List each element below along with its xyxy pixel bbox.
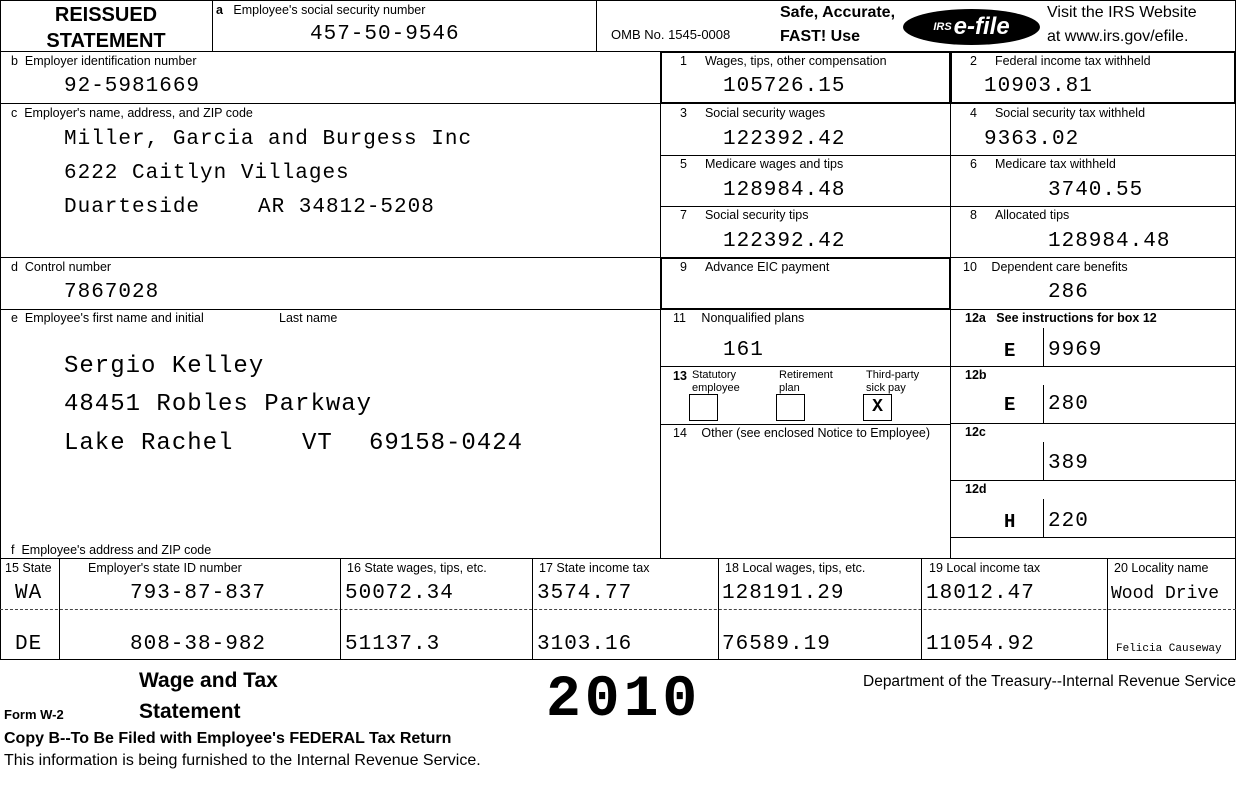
box9-num: 9 bbox=[680, 260, 687, 274]
box4-label bbox=[970, 106, 1145, 120]
thirdparty-label: Third-party sick pay bbox=[866, 369, 920, 394]
title-line1: Wage and Tax bbox=[139, 669, 278, 692]
h17-state-tax: 17 State income tax bbox=[539, 561, 650, 575]
box12b-code: E bbox=[1004, 394, 1017, 416]
employer-name-label-text: Employer's name, address, and ZIP code bbox=[24, 106, 253, 120]
box5-value: 128984.48 bbox=[723, 179, 846, 202]
employee-zip: 69158-0424 bbox=[369, 430, 524, 457]
box14-num: 14 bbox=[673, 426, 687, 440]
box12a-code: E bbox=[1004, 340, 1017, 362]
box12a-num: 12a bbox=[965, 311, 986, 325]
employer-city: Duarteside bbox=[64, 196, 201, 219]
box12b-value: 280 bbox=[1048, 393, 1089, 416]
irs-efile-logo bbox=[903, 9, 1040, 45]
box11-value: 161 bbox=[723, 339, 764, 362]
box1-label bbox=[680, 54, 887, 68]
box12c-value: 389 bbox=[1048, 452, 1089, 475]
visit-irs-website bbox=[1047, 1, 1197, 49]
control-value: 7867028 bbox=[64, 281, 160, 304]
box4-num: 4 bbox=[970, 106, 977, 120]
row2-local-wages: 76589.19 bbox=[722, 633, 831, 656]
box9-label bbox=[680, 260, 829, 274]
employer-street: 6222 Caitlyn Villages bbox=[64, 162, 350, 185]
box13-num: 13 bbox=[673, 369, 687, 383]
efile-text: e-file bbox=[953, 13, 1010, 40]
tax-year: 2010 bbox=[546, 668, 702, 733]
thirdparty-checkbox[interactable]: X bbox=[863, 394, 892, 421]
visit-line1: Visit the IRS Website bbox=[1047, 4, 1197, 21]
box7-value: 122392.42 bbox=[723, 230, 846, 253]
statutory-checkbox[interactable] bbox=[689, 394, 718, 421]
employer-name-letter: c bbox=[11, 106, 18, 120]
box8-label-text: Allocated tips bbox=[994, 208, 1070, 222]
box14-label bbox=[673, 426, 930, 440]
box12b-num: 12b bbox=[965, 368, 987, 382]
box3-label bbox=[680, 106, 825, 120]
employee-state: VT bbox=[302, 430, 333, 457]
row2-locality: Felicia Causeway bbox=[1116, 643, 1222, 655]
retirement-label: Retirement plan bbox=[779, 369, 833, 394]
row1-state-tax: 3574.77 bbox=[537, 582, 633, 605]
reissued-line2: STATEMENT bbox=[46, 30, 166, 52]
employer-name: Miller, Garcia and Burgess Inc bbox=[64, 128, 473, 151]
box8-num: 8 bbox=[970, 208, 977, 222]
h15-employer-state-id: Employer's state ID number bbox=[88, 561, 242, 575]
box9-label-text: Advance EIC payment bbox=[704, 260, 830, 274]
safe-accurate bbox=[780, 1, 895, 49]
box10-label-text: Dependent care benefits bbox=[991, 260, 1128, 274]
box10-label bbox=[963, 260, 1128, 274]
form-name: Form W-2 bbox=[4, 707, 64, 722]
box10-num: 10 bbox=[963, 260, 977, 274]
omb-number: OMB No. 1545-0008 bbox=[611, 27, 731, 42]
box1-num: 1 bbox=[680, 54, 687, 68]
box1-value: 105726.15 bbox=[723, 75, 846, 98]
box11-label bbox=[673, 311, 804, 325]
h20-locality: 20 Locality name bbox=[1114, 561, 1209, 575]
h18-local-wages: 18 Local wages, tips, etc. bbox=[725, 561, 866, 575]
box14-label-text: Other (see enclosed Notice to Employee) bbox=[701, 426, 931, 440]
ssn-letter: a bbox=[216, 3, 223, 17]
row2-local-tax: 11054.92 bbox=[926, 633, 1035, 656]
box2-label-text: Federal income tax withheld bbox=[994, 54, 1151, 68]
box3-label-text: Social security wages bbox=[704, 106, 826, 120]
h16-state-wages: 16 State wages, tips, etc. bbox=[347, 561, 487, 575]
box12c-num: 12c bbox=[965, 425, 986, 439]
box7-label-text: Social security tips bbox=[704, 208, 809, 222]
box6-label-text: Medicare tax withheld bbox=[994, 157, 1116, 171]
control-label-text: Control number bbox=[24, 260, 112, 274]
dept-treasury: Department of the Treasury--Internal Revenue Service bbox=[863, 673, 1236, 690]
control-label bbox=[11, 260, 111, 274]
box12d-num: 12d bbox=[965, 482, 987, 496]
row2-state-wages: 51137.3 bbox=[345, 633, 441, 656]
box8-value: 128984.48 bbox=[1048, 230, 1171, 253]
irs-info: This information is being furnished to the Internal Revenue Service. bbox=[4, 752, 481, 769]
box5-label bbox=[680, 157, 843, 171]
safe-line2: FAST! Use bbox=[780, 28, 861, 45]
employee-street: 48451 Robles Parkway bbox=[64, 391, 373, 418]
box4-value: 9363.02 bbox=[984, 128, 1080, 151]
visit-line2: at www.irs.gov/efile. bbox=[1047, 28, 1189, 45]
row1-state: WA bbox=[15, 582, 43, 605]
row1-state-id: 793-87-837 bbox=[130, 582, 267, 605]
safe-line1: Safe, Accurate, bbox=[780, 4, 896, 21]
employee-address-label bbox=[11, 543, 211, 557]
row2-state-tax: 3103.16 bbox=[537, 633, 633, 656]
h15-state: 15 State bbox=[5, 561, 52, 575]
box11-label-text: Nonqualified plans bbox=[701, 311, 805, 325]
box7-label bbox=[680, 208, 808, 222]
row2-state: DE bbox=[15, 633, 43, 656]
reissued-statement bbox=[0, 2, 212, 54]
employee-name-label bbox=[11, 311, 204, 325]
employer-name-label bbox=[11, 106, 253, 120]
box12-instructions: See instructions for box 12 bbox=[996, 311, 1157, 325]
employee-name-label-text: Employee's first name and initial bbox=[24, 311, 204, 325]
statutory-label: Statutory employee bbox=[692, 369, 740, 394]
ssn-value: 457-50-9546 bbox=[310, 23, 460, 46]
employee-last-label: Last name bbox=[279, 311, 338, 325]
ssn-label-text: Employee's social security number bbox=[233, 3, 426, 17]
box7-num: 7 bbox=[680, 208, 687, 222]
efile-irs: IRS bbox=[933, 21, 952, 33]
employer-state-zip: AR 34812-5208 bbox=[258, 196, 435, 219]
form-title bbox=[139, 665, 278, 727]
box12d-value: 220 bbox=[1048, 510, 1089, 533]
box12d-code: H bbox=[1004, 511, 1017, 533]
box6-num: 6 bbox=[970, 157, 977, 171]
ein-letter: b bbox=[11, 54, 18, 68]
box3-num: 3 bbox=[680, 106, 687, 120]
box2-value: 10903.81 bbox=[984, 75, 1093, 98]
employee-name: Sergio Kelley bbox=[64, 353, 265, 380]
retirement-checkbox[interactable] bbox=[776, 394, 805, 421]
box1-label-text: Wages, tips, other compensation bbox=[704, 54, 887, 68]
reissued-line1: REISSUED bbox=[54, 4, 158, 26]
employee-city: Lake Rachel bbox=[64, 430, 234, 457]
box2-label bbox=[970, 54, 1151, 68]
box5-label-text: Medicare wages and tips bbox=[704, 157, 844, 171]
box10-value: 286 bbox=[1048, 281, 1089, 304]
employee-addr-letter: f bbox=[11, 543, 15, 557]
row2-state-id: 808-38-982 bbox=[130, 633, 267, 656]
box4-label-text: Social security tax withheld bbox=[994, 106, 1146, 120]
ein-label-text: Employer identification number bbox=[24, 54, 197, 68]
ein-label bbox=[11, 54, 197, 68]
row1-state-wages: 50072.34 bbox=[345, 582, 454, 605]
h19-local-tax: 19 Local income tax bbox=[929, 561, 1041, 575]
box12a-label bbox=[965, 311, 1157, 325]
row1-locality: Wood Drive bbox=[1111, 584, 1220, 604]
box2-num: 2 bbox=[970, 54, 977, 68]
copy-b-label: Copy B--To Be Filed with Employee's FEDERAL Tax Return bbox=[4, 730, 452, 747]
title-line2: Statement bbox=[139, 700, 241, 723]
employee-addr-label-text: Employee's address and ZIP code bbox=[21, 543, 212, 557]
box6-label bbox=[970, 157, 1116, 171]
box6-value: 3740.55 bbox=[1048, 179, 1144, 202]
box5-num: 5 bbox=[680, 157, 687, 171]
row1-local-tax: 18012.47 bbox=[926, 582, 1035, 605]
ein-value: 92-5981669 bbox=[64, 75, 201, 98]
box11-num: 11 bbox=[673, 311, 686, 325]
control-letter: d bbox=[11, 260, 18, 274]
box3-value: 122392.42 bbox=[723, 128, 846, 151]
ssn-label bbox=[216, 3, 425, 17]
employee-name-letter: e bbox=[11, 311, 18, 325]
box8-label bbox=[970, 208, 1069, 222]
row1-local-wages: 128191.29 bbox=[722, 582, 845, 605]
box12a-value: 9969 bbox=[1048, 339, 1103, 362]
